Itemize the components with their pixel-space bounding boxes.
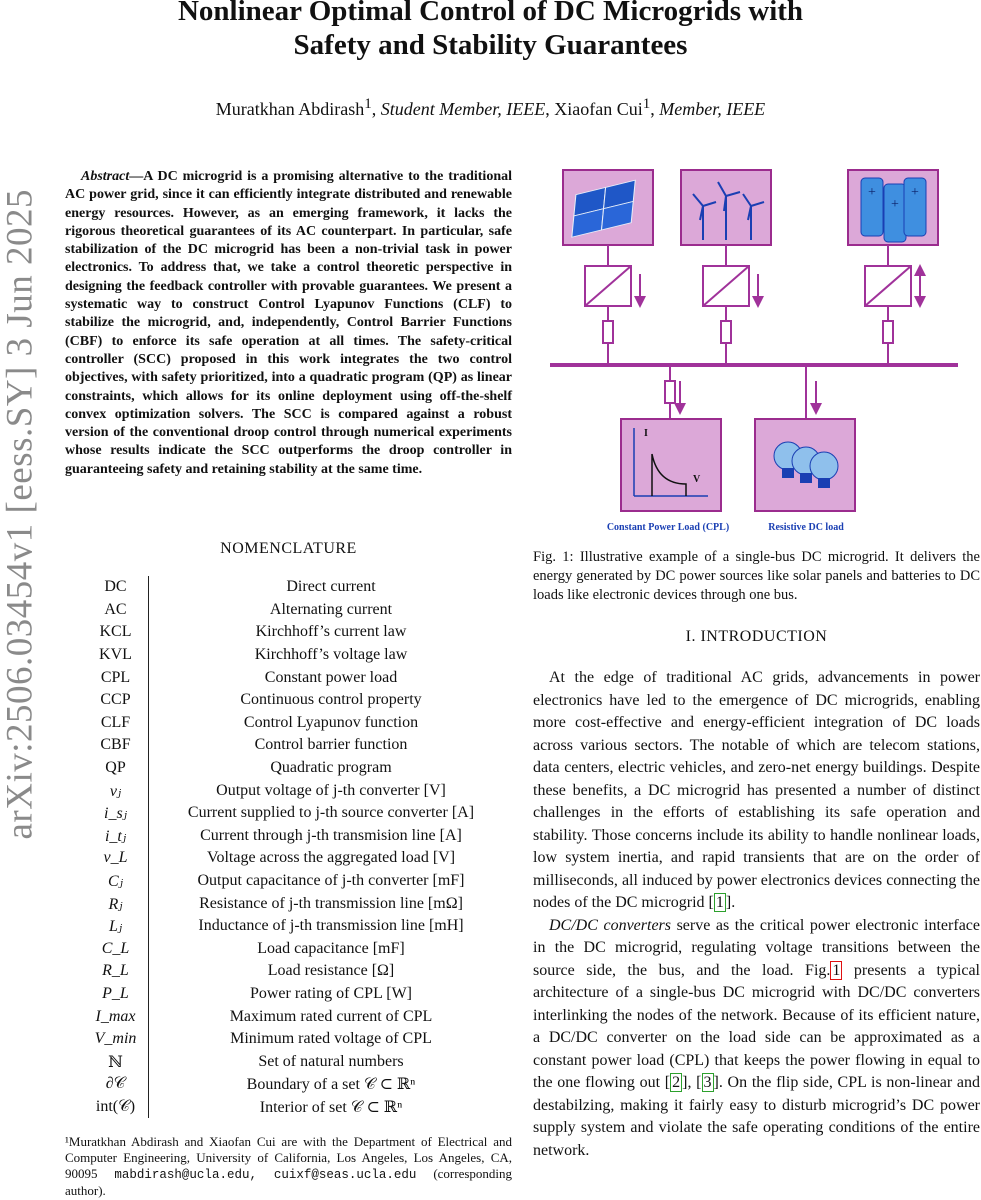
abstract-label: Abstract [81,169,130,184]
nomenclature-row [83,1050,513,1073]
nomenclature-row [83,1005,513,1028]
nomenclature-row [83,847,513,870]
nomenclature-symbol: i_tⱼ [83,825,149,848]
nomenclature-row [83,1028,513,1051]
dcdc-term: DC/DC converters [549,916,671,934]
abstract [65,168,512,479]
intro-p1-text: At the edge of traditional AC grids, advancements in power electronics have led to the emergence of DC microgrids, enabling more cost-effective and energy-efficient integration of DC loads across various sectors. The notable of which are telecom stations, data centers, electric vehicles, and zero-net energy buildings. Despite these benefits, a DC microgrid has presented a number of distinct challenges in the efforts of establishing its safe operation and stability. Those concerns include its ability to handle nonlinear loads, low system inertia, and rapid transients that are on the order of milliseconds, all induced by power electronics devices connecting the nodes of the DC microgrid [533,669,980,911]
nomenclature-row [83,1096,513,1119]
paper-title [0,0,981,62]
nomenclature-symbol: C_L [83,938,149,961]
nomenclature-definition: Power rating of CPL [W] [249,984,413,1002]
nomenclature-definition: Resistance of j-th transmission line [mΩ] [199,894,463,912]
nomenclature-row [83,779,513,802]
axis-v-label: V [693,474,701,485]
nomenclature-symbol: KCL [83,621,149,644]
citation-1[interactable]: 1 [715,894,724,911]
citation-3[interactable]: 3 [703,1074,712,1091]
nomenclature-definition: Continuous control property [240,691,422,709]
author-footnote [65,1134,512,1199]
nomenclature-row [83,892,513,915]
nomenclature-definition: Control Lyapunov function [243,713,419,731]
nomenclature-definition: Quadratic program [270,759,392,777]
nomenclature-definition: Voltage across the aggregated load [V] [206,849,456,867]
nomenclature-symbol: CLF [83,712,149,735]
microgrid-figure [548,166,960,536]
nomenclature-symbol: i_sⱼ [83,802,149,825]
email-1[interactable]: mabdirash@ucla.edu, [114,1168,257,1182]
nomenclature-row [83,666,513,689]
nomenclature-symbol: int(𝒞) [83,1096,149,1119]
footnote-tail: (corresponding author). [65,1166,513,1198]
email-2[interactable]: cuixf@seas.ucla.edu [273,1168,417,1182]
load-connections [665,365,816,419]
nomenclature-row [83,712,513,735]
nomenclature-row [83,576,513,599]
source-converters [585,245,920,365]
nomenclature-row [83,960,513,983]
nomenclature-definition: Constant power load [264,668,398,686]
nomenclature-symbol: ℕ [83,1050,149,1073]
section-title-introduction: I. INTRODUCTION [685,628,828,645]
nomenclature-definition: Load capacitance [mF] [257,939,405,957]
nomenclature-symbol: CCP [83,689,149,712]
nomenclature-definition: Output capacitance of j-th converter [mF] [197,872,465,890]
nomenclature-row [83,1073,513,1096]
nomenclature-symbol: KVL [83,644,149,667]
nomenclature-symbol: v_L [83,847,149,870]
nomenclature-row [83,825,513,848]
nomenclature-row [83,757,513,780]
nomenclature-row [83,644,513,667]
nomenclature-symbol: R_L [83,960,149,983]
nomenclature-definition: Output voltage of j-th converter [V] [216,781,446,799]
nomenclature-row [83,915,513,938]
nomenclature-definition: Control barrier function [254,736,408,754]
nomenclature-symbol: Lⱼ [83,915,149,938]
nomenclature-row [83,938,513,961]
nomenclature-row [83,870,513,893]
nomenclature-symbol: ∂𝒞 [83,1073,149,1096]
nomenclature-definition: Set of natural numbers [258,1052,404,1070]
title-line-2: Safety and Stability Guarantees [293,29,688,61]
title-line-1: Nonlinear Optimal Control of DC Microgrids with [177,0,804,27]
microgrid-diagram [548,166,960,536]
battery-source [848,170,938,245]
nomenclature-definition: Inductance of j-th transmission line [mH] [198,917,464,935]
nomenclature-symbol: DC [83,576,149,599]
nomenclature-symbol: QP [83,757,149,780]
intro-p2c: . On the flip side, CPL is non-linear and destabilzing, making it fairly easy to disturb microgrid’s DC power supply system and violate the safe operating conditions of the entire network. [533,1074,981,1159]
nomenclature-definition: Kirchhoff’s current law [255,623,407,641]
intro-p2b: presents a typical architecture of a single-bus DC microgrid with DC/DC converters interlinking the nodes of the network. Because of its efficient nature, a DC/DC converter on the load side can be approximated as a constant power load (CPL) that keeps the power flowing in equal to the one flowing out [533,961,980,1091]
svg-text:+: + [868,185,876,200]
intro-p2a: serve as the critical power electronic interface in the DC microgrid, regulating voltage transitions between the source side, the bus, and the load. Fig. [533,916,980,979]
figure-ref-1[interactable]: 1 [832,961,841,979]
nomenclature-definition: Maximum rated current of CPL [229,1007,433,1025]
nomenclature-symbol: vⱼ [83,779,149,802]
citation-2[interactable]: 2 [672,1074,681,1091]
figure-caption: Fig. 1: Illustrative example of a single-bus DC microgrid. It delivers the energy generated by DC power sources like solar panels and batteries to DC loads like electronic devices through one bus. [533,549,980,603]
nomenclature-row [83,599,513,622]
nomenclature-table [83,576,513,1118]
nomenclature-symbol: V_min [83,1028,149,1051]
nomenclature-definition: Load resistance [Ω] [267,962,395,980]
author-line: Muratkhan Abdirash$^1$, Student Member, IEEE, Xiaofan Cui$^1$, Member, IEEE [215,96,766,119]
resistive-load [755,419,855,511]
arxiv-stamp[interactable]: arXiv:2506.03454v1 [eess.SY] 3 Jun 2025 [0,188,41,840]
resistive-load-label: Resistive DC load [768,522,844,533]
author-2-role: Member, IEEE [659,99,766,119]
nomenclature-title: NOMENCLATURE [220,540,357,557]
nomenclature-definition: Alternating current [269,600,393,618]
axis-i-label: I [644,428,648,439]
wind-turbine-source [681,170,771,245]
nomenclature-definition: Kirchhoff’s voltage law [254,646,408,664]
author-1: Muratkhan Abdirash [215,99,365,119]
nomenclature-symbol: CPL [83,666,149,689]
author-1-role: Student Member, IEEE [380,99,546,119]
cpl-label: Constant Power Load (CPL) [606,522,730,533]
nomenclature-row [83,802,513,825]
nomenclature-symbol: AC [83,599,149,622]
introduction-text [533,667,980,1162]
nomenclature-definition: Boundary of a set 𝒞 ⊂ ℝⁿ [246,1076,416,1094]
cpl-load [621,419,721,511]
nomenclature-row [83,983,513,1006]
nomenclature-row [83,734,513,757]
svg-text:+: + [891,197,899,212]
nomenclature-symbol: Cⱼ [83,870,149,893]
nomenclature-row [83,621,513,644]
nomenclature-symbol: Rⱼ [83,892,149,915]
nomenclature-symbol: P_L [83,983,149,1006]
nomenclature-definition: Current supplied to j-th source converter [A] [187,804,475,822]
nomenclature-definition: Interior of set 𝒞 ⊂ ℝⁿ [259,1098,403,1116]
author-2: Xiaofan Cui [554,99,643,119]
nomenclature-symbol: I_max [83,1005,149,1028]
intro-paragraph-2: DC/DC converters serve as the critical power electronic interface in the DC microgrid, regulating voltage transitions between the source side, the bus, and the load. Fig. 1 presents a typical architecture of a single-bus DC microgrid with DC/DC converters interlinking the nodes of the network. Because of its efficient nature, a DC/DC converter on the load side can be approximated as a constant power load (CPL) that keeps the power flowing in equal to the one flowing out [ 2 ], [ 3 ]. On the flip side, CPL is non-linear and destabilzing, making it fairly easy to disturb microgrid’s DC power supply system and violate the safe operating conditions of the entire network. [533,916,981,1159]
nomenclature-definition: Current through j-th transmision line [A] [200,826,462,844]
solar-panel-source [563,170,653,245]
nomenclature-definition: Minimum rated voltage of CPL [230,1030,432,1048]
nomenclature-definition: Direct current [286,578,376,596]
nomenclature-symbol: CBF [83,734,149,757]
intro-paragraph-1: At the edge of traditional AC grids, advancements in power electronics have led to the emergence of DC microgrids, enabling more cost-effective and energy-efficient integration of DC loads across various sectors. The notable of which are telecom stations, data centers, electric vehicles, and zero-net energy buildings. Despite these benefits, a DC microgrid has presented a number of distinct challenges in the efforts of establishing its safe operation and stability. Those concerns include its ability to handle nonlinear loads, low system inertia, and rapid transients that are on the order of milliseconds, all induced by power electronics devices connecting the nodes of the DC microgrid [ 1 ]. [533,669,980,911]
footnote-text: ¹Muratkhan Abdirash and Xiaofan Cui are with the Department of Electrical and Computer Engineering, University of California, Los Angeles, Los Angeles, CA, 90095 [65,1134,512,1181]
svg-text:+: + [911,185,919,200]
nomenclature-row [83,689,513,712]
abstract-text: —A DC microgrid is a promising alternative to the traditional AC power grid, since it can efficiently integrate distributed and renewable energy resources. However, as an emerging framework, it lacks the rigorous theoretical guarantees of its AC counterpart. In particular, safe stabilization of the DC microgrid has been a non-trivial task in power electronics. To address that, we take a control theoretic perspective in designing the feedback controller with provable guarantees. We present a systematic way to construct Control Lyapunov Functions (CLF) to stabilize the microgrid, and, independently, Control Barrier Functions (CBF) to enforce its safe operation at all times. The safety-critical controller (SCC) proposed in this work integrates the two control objectives, with safety prioritized, into a quadratic program (QP) as linear constraints, which allows for its online deployment using off-the-shelf convex optimization solvers. The SCC is compared against a robust version of the conventional droop control through numerical experiments whose results indicate the SCC outperforms the droop controller in guaranteeing safety and retaining stability at the same time. [65,169,512,477]
